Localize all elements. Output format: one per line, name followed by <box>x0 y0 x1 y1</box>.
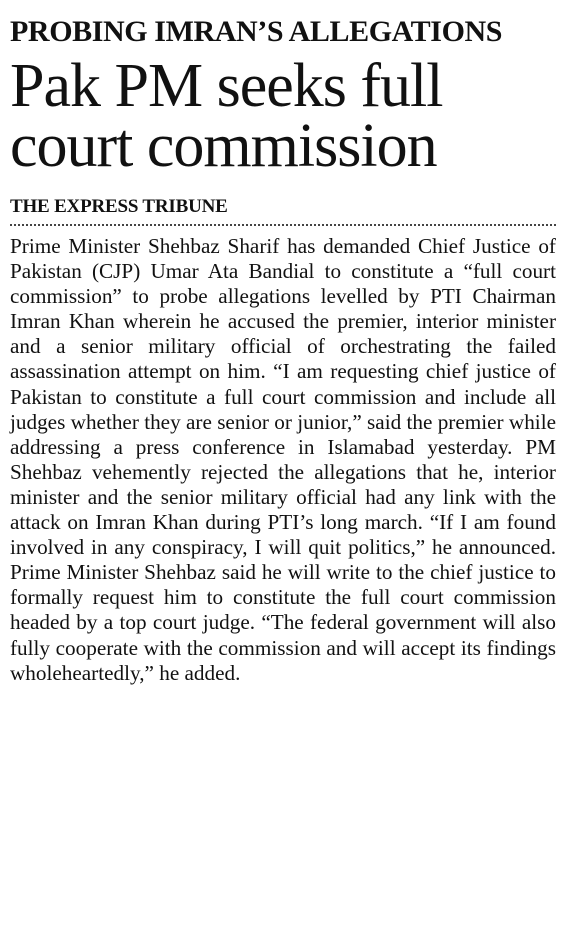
main-headline: Pak PM seeks full court commission <box>10 52 443 180</box>
news-article <box>10 14 556 686</box>
kicker-headline: PROBING IMRAN’S ALLEGATIONS <box>10 15 503 48</box>
dotted-divider <box>10 224 556 226</box>
source-byline: THE EXPRESS TRIBUNE <box>10 196 228 217</box>
article-body: Prime Minister Shehbaz Sharif has demanded Chief Justice of Pakistan (CJP) Umar Ata Bandial to constitute a “full court commission” to probe allegations levelled by PTI Chairman Imran Khan wherein he accused the premier, interior minister and a senior military official of orchestrating the failed assassination attempt on him. “I am requesting chief justice of Pakistan to constitute a full court commission and include all judges whether they are senior or junior,” said the premier while addressing a press conference in Islamabad yesterday. PM Shehbaz vehemently rejected the allegations that he, interior minister and the senior military official had any link with the attack on Imran Khan during PTI’s long march. “If I am found involved in any conspiracy, I will quit politics,” he announced. Prime Minister Shehbaz said he will write to the chief justice to formally request him to constitute the full court commission headed by a top court judge. “The federal government will also fully cooperate with the commission and will accept its findings wholeheartedly,” he added. <box>10 234 556 685</box>
